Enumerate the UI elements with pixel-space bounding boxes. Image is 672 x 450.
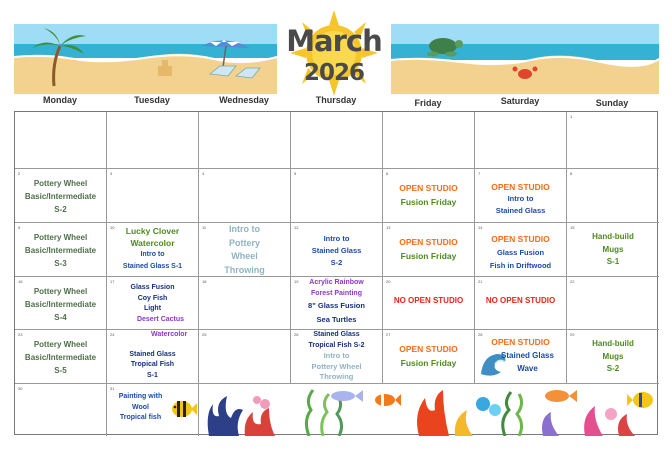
day-cell[interactable] [567,277,659,330]
event-open-studio: OPEN STUDIO Intro to Stained Glass [491,182,550,215]
day-cell[interactable] [475,330,567,384]
month-title: March [286,24,382,58]
day-cell[interactable] [383,169,475,223]
day-cell[interactable] [475,112,567,169]
event-open-studio: OPEN STUDIO Glass Fusion Fish in Driftwood [489,234,552,270]
day-cell[interactable] [567,223,659,277]
day-number: 5 [294,171,297,176]
weekday-sunday: Sunday [595,98,629,108]
event-intro-pottery: Intro to Pottery Wheel Throwing [224,224,265,275]
day-number: 8 [570,171,573,176]
weekday-header [14,95,658,111]
day-cell[interactable] [15,169,107,223]
tropical-fish-icon [169,398,197,420]
day-number: 19 [294,279,299,284]
day-cell[interactable] [107,277,199,330]
day-number: 1 [570,114,573,119]
beach-banner-left [14,24,277,94]
coral-icon [542,406,635,436]
day-cell[interactable] [107,112,199,169]
day-cell[interactable] [15,384,107,436]
event-open-studio: OPEN STUDIO Stained Glass Wave [491,337,554,373]
day-cell[interactable] [199,112,291,169]
fish-icon [545,390,577,402]
day-number: 16 [18,279,23,284]
day-number: 31 [110,386,115,391]
day-number: 14 [478,225,483,230]
day-cell[interactable] [291,223,383,277]
day-cell[interactable] [15,223,107,277]
day-cell[interactable] [383,223,475,277]
day-cell[interactable] [199,330,291,384]
event-no-open-studio: NO OPEN STUDIO [393,296,464,305]
weekday-thursday: Thursday [315,95,357,105]
day-cell[interactable] [291,277,383,330]
event-open-studio: OPEN STUDIO Fusion Friday [399,344,458,368]
day-cell[interactable] [199,169,291,223]
calendar-title [280,8,388,98]
day-number: 7 [478,171,481,176]
day-cell[interactable] [107,384,199,436]
event-glass-fusion: Glass Fusion Coy Fish Light Desert Cactus [130,284,185,323]
day-number: 4 [202,171,205,176]
event-hand-build-mugs: Hand-build Mugs S-1 [592,232,634,266]
coral-icon [417,390,501,436]
event-open-studio: OPEN STUDIO Fusion Friday [399,183,458,207]
coral-reef-decoration [199,384,659,436]
day-number: 18 [202,279,207,284]
event-no-open-studio: NO OPEN STUDIO [485,296,556,305]
day-number: 29 [570,332,575,337]
day-number: 24 [110,332,115,337]
shark-icon [331,390,363,402]
calendar-grid [14,111,658,435]
day-number: 27 [386,332,391,337]
day-cell[interactable] [15,330,107,384]
event-pottery-wheel: Pottery Wheel Basic/Intermediate S-4 [24,287,97,322]
day-number: 12 [294,225,299,230]
day-number: 11 [202,225,207,230]
weekday-wednesday: Wednesday [219,95,269,105]
event-stained-glass: Intro to Stained Glass S-2 [311,234,362,267]
day-number: 20 [386,279,391,284]
day-number: 23 [18,332,23,337]
day-cell[interactable] [567,169,659,223]
beach-banner-right [391,24,659,94]
day-cell[interactable] [291,330,383,384]
event-stained-glass-fish: Stained Glass Tropical Fish S-2 Intro to Pottery Wheel Throwing [308,331,365,381]
event-watercolor: Lucky Clover Watercolor Intro to Stained Glass S-1 [122,226,183,270]
day-number: 25 [202,332,207,337]
day-number: 10 [110,225,115,230]
day-number: 6 [386,171,389,176]
day-cell[interactable] [383,330,475,384]
coral-icon [208,396,275,436]
weekday-monday: Monday [42,95,77,105]
day-cell[interactable] [107,223,199,277]
day-number: 21 [478,279,483,284]
event-pottery-wheel: Pottery Wheel Basic/Intermediate S-2 [24,179,97,214]
seaweed-icon [503,392,522,436]
day-number: 17 [110,279,115,284]
day-cell[interactable] [291,112,383,169]
year-title: 2026 [303,60,364,86]
day-number: 26 [294,332,299,337]
day-number: 22 [570,279,575,284]
weekday-friday: Friday [414,98,442,108]
tropical-fish-icon [627,392,653,408]
day-cell[interactable] [567,112,659,169]
day-number: 9 [18,225,21,230]
day-cell[interactable] [383,112,475,169]
event-pottery-wheel: Pottery Wheel Basic/Intermediate S-3 [24,233,97,268]
day-cell[interactable] [15,277,107,330]
day-number: 15 [570,225,575,230]
day-cell[interactable] [107,169,199,223]
day-number: 13 [386,225,391,230]
clownfish-icon [375,394,401,406]
day-number: 30 [18,386,23,391]
day-cell[interactable] [475,223,567,277]
weekday-tuesday: Tuesday [134,95,170,105]
day-cell[interactable] [199,223,291,277]
event-stained-glass-fish: Watercolor Stained Glass Tropical Fish S-1 [129,331,188,379]
day-cell[interactable] [475,169,567,223]
weekday-saturday: Saturday [500,96,540,106]
day-cell[interactable] [291,169,383,223]
day-cell[interactable] [567,330,659,384]
day-cell[interactable] [199,277,291,330]
day-cell[interactable] [15,112,107,169]
event-painting-wool: Painting with Wool Tropical fish [118,393,163,421]
event-hand-build-mugs: Hand-build Mugs S-2 [592,339,634,373]
day-number: 28 [478,332,483,337]
event-acrylic-painting: Acrylic Rainbow Forest Painting 8" Glass Fusion Sea Turtles [308,279,365,324]
day-cell[interactable] [107,330,199,384]
event-pottery-wheel: Pottery Wheel Basic/Intermediate S-5 [24,340,97,375]
day-cell[interactable] [475,277,567,330]
day-cell[interactable] [383,277,475,330]
day-number: 2 [18,171,21,176]
day-number: 3 [110,171,113,176]
event-open-studio: OPEN STUDIO Fusion Friday [399,237,458,261]
